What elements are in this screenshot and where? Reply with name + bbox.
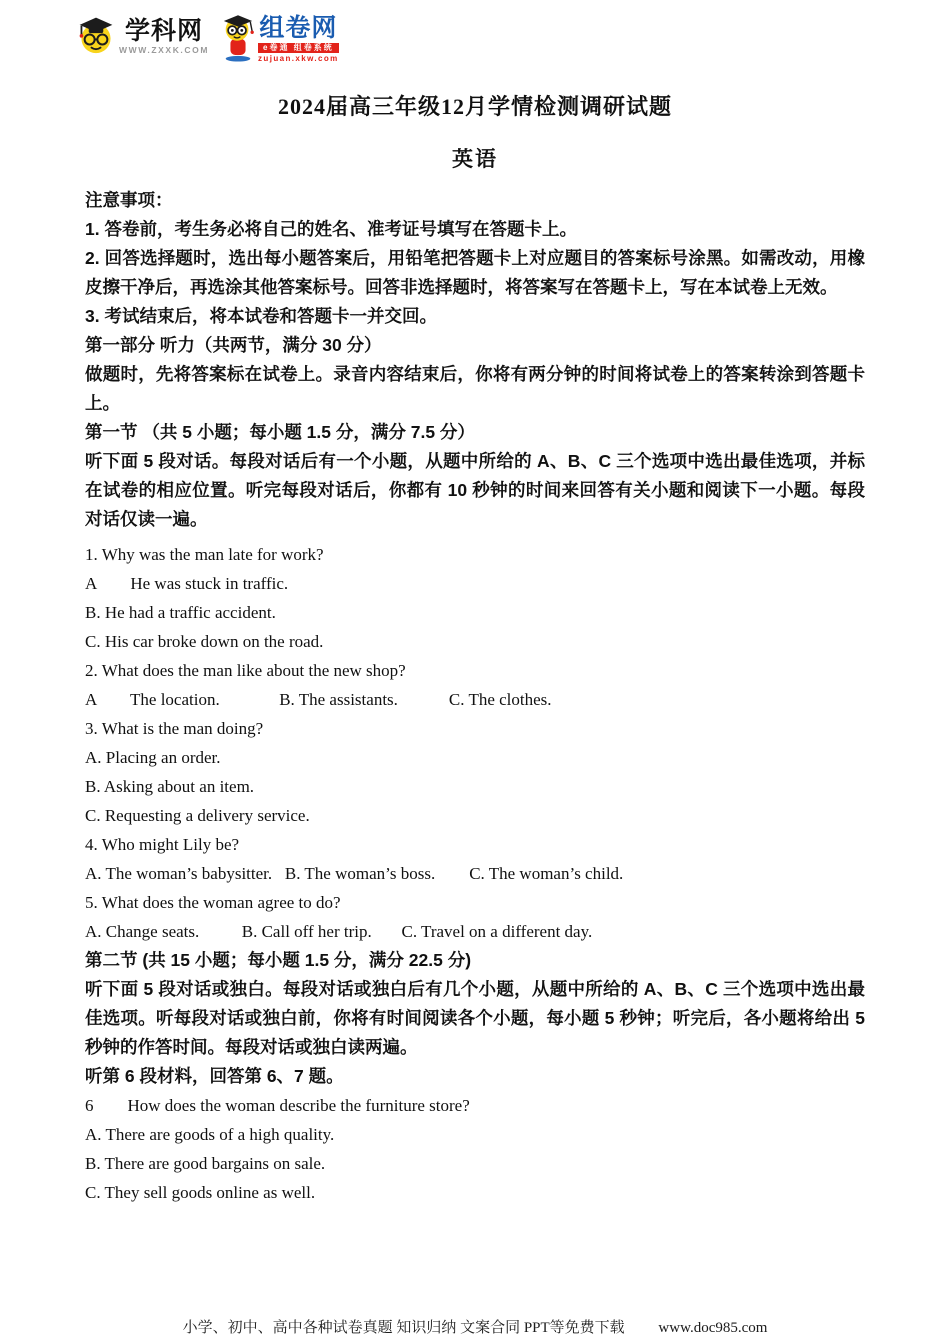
header-logos — [76, 12, 339, 67]
part1-instructions: 做题时，先将答案标在试卷上。录音内容结束后，你将有两分钟的时间将试卷上的答案转涂到答题卡上。 — [85, 364, 865, 413]
note-item-2: 2. 回答选择题时，选出每小题答案后，用铅笔把答题卡上对应题目的答案标号涂黑。如需改动，用橡皮擦干净后，再选涂其他答案标号。回答非选择题时，将答案写在答题卡上，写在本试卷上无效。 — [85, 248, 865, 297]
question-1-option-c: C. His car broke down on the road. — [85, 632, 324, 651]
question-6-option-c: C. They sell goods online as well. — [85, 1183, 316, 1202]
page-title: 2024届高三年级12月学情检测调研试题 — [277, 94, 672, 119]
section1-heading: 第一节 （共 5 小题；每小题 1.5 分，满分 7.5 分） — [85, 422, 475, 442]
zxxk-mascot-icon — [76, 12, 116, 61]
zxxk-brand-name: 学科网 — [125, 16, 204, 45]
zxxk-logo-text — [119, 16, 210, 55]
question-4-option-row: A. The woman’s babysitter. B. The woman’s boss. C. The woman’s child. — [85, 864, 624, 883]
question-3-option-a: A. Placing an order. — [85, 748, 221, 767]
question-4: 4. Who might Lily be? — [85, 835, 240, 854]
question-6-option-a: A. There are goods of a high quality. — [85, 1125, 335, 1144]
question-2: 2. What does the man like about the new shop? — [85, 661, 406, 680]
notes-heading: 注意事项： — [85, 190, 173, 210]
footer-site-url: www.doc985.com — [658, 1320, 768, 1336]
document-body — [85, 186, 865, 1207]
question-1-option-b: B. He had a traffic accident. — [85, 603, 276, 622]
zujuan-mascot-icon — [221, 12, 255, 67]
question-1: 1. Why was the man late for work? — [85, 545, 324, 564]
zujuan-brand-name: 组卷网 — [259, 14, 338, 42]
zujuan-logo-text — [258, 16, 339, 63]
question-5: 5. What does the woman agree to do? — [85, 893, 341, 912]
page-footer — [0, 1316, 950, 1337]
zujuan-url-text: zujuan.xkw.com — [258, 54, 339, 63]
section2-instructions: 听下面 5 段对话或独白。每段对话或独白后有几个小题，从题中所给的 A、B、C 三个选项中选出最佳选项。听每段对话或独白前，你将有时间阅读各个小题，每小题 5 秒钟；听完后，各小题将给出 5 秒钟的作答时间。每段对话或独白读两遍。 — [85, 979, 865, 1057]
question-3: 3. What is the man doing? — [85, 719, 264, 738]
section2-material-note: 听第 6 段材料，回答第 6、7 题。 — [85, 1066, 344, 1086]
note-item-1: 1. 答卷前，考生务必将自己的姓名、准考证号填写在答题卡上。 — [85, 219, 577, 239]
section2-heading: 第二节 (共 15 小题；每小题 1.5 分，满分 22.5 分) — [85, 950, 472, 970]
zxxk-logo — [76, 12, 209, 61]
note-item-3: 3. 考试结束后，将本试卷和答题卡一并交回。 — [85, 306, 437, 326]
question-6: 6 How does the woman describe the furniture store? — [85, 1096, 470, 1115]
question-3-option-b: B. Asking about an item. — [85, 777, 255, 796]
question-3-option-c: C. Requesting a delivery service. — [85, 806, 310, 825]
question-2-option-row: A The location. B. The assistants. C. The clothes. — [85, 690, 552, 709]
question-6-option-b: B. There are good bargains on sale. — [85, 1154, 326, 1173]
zujuan-banner-text: e卷通 组卷系统 — [258, 43, 339, 53]
zxxk-url-text: WWW.ZXXK.COM — [119, 44, 210, 55]
page-subtitle: 英语 — [452, 147, 498, 171]
zujuan-logo — [221, 12, 339, 67]
section1-instructions: 听下面 5 段对话。每段对话后有一个小题，从题中所给的 A、B、C 三个选项中选出最佳选项，并标在试卷的相应位置。听完每段对话后，你都有 10 秒钟的时间来回答有关小题和阅读下一小题。每段对话仅读一遍。 — [85, 451, 865, 529]
footer-services-text: 小学、初中、高中各种试卷真题 知识归纳 文案合同 PPT等免费下载 — [182, 1320, 625, 1336]
part1-heading: 第一部分 听力（共两节，满分 30 分） — [85, 335, 382, 355]
question-5-option-row: A. Change seats. B. Call off her trip. C. Travel on a different day. — [85, 922, 593, 941]
question-1-option-a: A He was stuck in traffic. — [85, 574, 289, 593]
